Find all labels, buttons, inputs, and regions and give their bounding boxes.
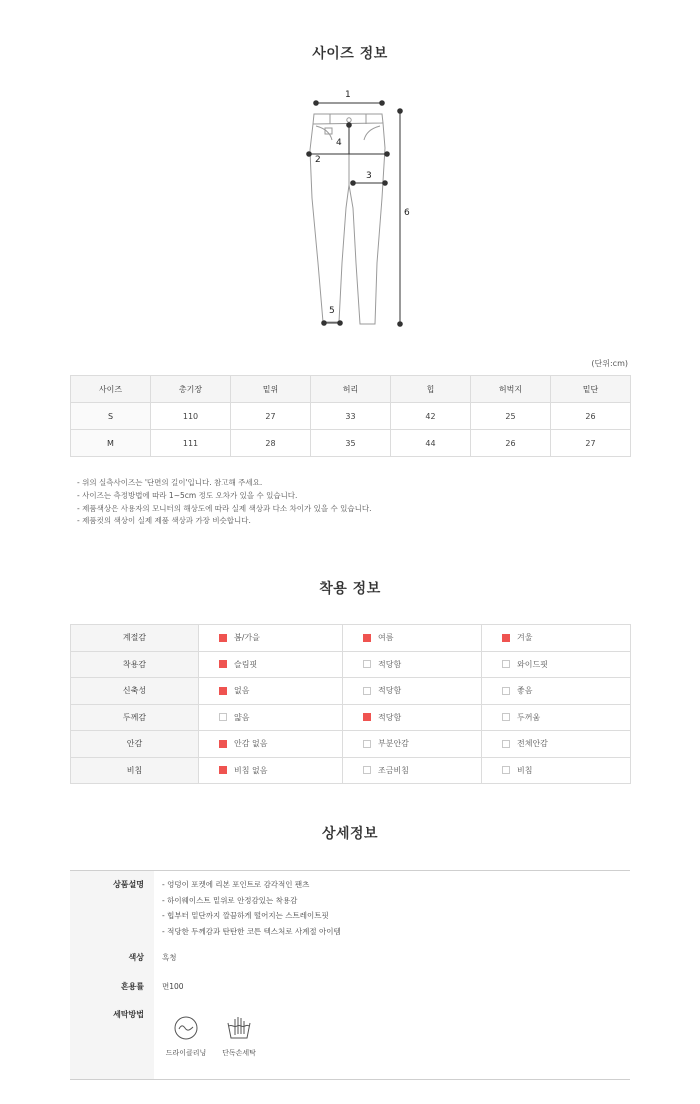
wear-option xyxy=(343,685,481,696)
size-info-title: 사이즈 정보 xyxy=(312,46,388,62)
color-label: 색상 xyxy=(128,953,144,962)
size-header-thigh: 허벅지 xyxy=(471,376,551,403)
wear-row-label: 신축성 xyxy=(71,678,199,705)
wear-option-cell xyxy=(343,731,482,758)
detail-info-box xyxy=(70,870,630,1080)
wear-option xyxy=(199,738,342,749)
wear-option-label: 적당함 xyxy=(378,712,402,722)
wear-option xyxy=(343,632,481,643)
checked-box-icon xyxy=(219,634,227,642)
wear-row xyxy=(71,678,631,705)
measure-label-6: 6 xyxy=(404,208,410,218)
unchecked-box-icon xyxy=(219,713,227,721)
wear-option xyxy=(199,632,342,643)
checked-box-icon xyxy=(219,687,227,695)
size-note-item: - 제품컷의 색상이 실제 제품 색상과 가장 비슷합니다. xyxy=(77,516,251,526)
value-cell: 26 xyxy=(551,403,631,430)
wear-option-cell xyxy=(482,625,631,652)
value-cell: 35 xyxy=(311,430,391,457)
wear-option xyxy=(199,765,342,776)
wear-option-cell xyxy=(199,731,343,758)
description-list xyxy=(162,877,341,939)
value-cell: 26 xyxy=(471,430,551,457)
checked-box-icon xyxy=(363,634,371,642)
measure-label-2: 2 xyxy=(315,155,321,165)
size-header-size: 사이즈 xyxy=(71,376,151,403)
wear-option-cell xyxy=(482,757,631,784)
wear-info-title: 착용 정보 xyxy=(319,581,381,597)
hand-wash-icon xyxy=(226,1015,252,1041)
wear-option xyxy=(482,765,630,776)
value-cell: 42 xyxy=(391,403,471,430)
wear-row xyxy=(71,704,631,731)
wash-label-dry-cleaning: 드라이클리닝 xyxy=(165,1049,207,1057)
checked-box-icon xyxy=(219,740,227,748)
wear-option-cell xyxy=(343,651,482,678)
wear-option xyxy=(343,712,481,723)
wear-row-label: 계절감 xyxy=(71,625,199,652)
wear-row-label: 안감 xyxy=(71,731,199,758)
unchecked-box-icon xyxy=(502,687,510,695)
wear-option-cell xyxy=(199,651,343,678)
size-notes xyxy=(77,477,372,528)
unit-note: (단위:cm) xyxy=(591,359,628,368)
wear-option-label: 좋음 xyxy=(517,686,533,696)
wear-option-label: 적당함 xyxy=(378,686,402,696)
wear-option-label: 없음 xyxy=(234,686,250,696)
material-value: 면100 xyxy=(162,982,184,991)
wear-option-cell xyxy=(482,704,631,731)
wear-option-cell xyxy=(199,704,343,731)
unchecked-box-icon xyxy=(502,766,510,774)
wear-option xyxy=(482,632,630,643)
wear-option xyxy=(482,659,630,670)
pants-measurement-diagram xyxy=(290,88,420,333)
wear-option xyxy=(343,738,481,749)
wear-option-cell xyxy=(199,678,343,705)
checked-box-icon xyxy=(502,634,510,642)
value-cell: 110 xyxy=(151,403,231,430)
size-header-total-length: 총기장 xyxy=(151,376,231,403)
wash-label: 세탁방법 xyxy=(113,1010,144,1019)
wear-option xyxy=(482,685,630,696)
wear-row xyxy=(71,625,631,652)
wear-option-cell xyxy=(199,757,343,784)
value-cell: 25 xyxy=(471,403,551,430)
wear-row xyxy=(71,731,631,758)
wear-option-label: 얇음 xyxy=(234,712,250,722)
wear-option xyxy=(343,659,481,670)
wear-option-cell xyxy=(343,757,482,784)
wear-option-label: 비침 xyxy=(517,765,533,775)
wear-option-cell xyxy=(199,625,343,652)
value-cell: 44 xyxy=(391,430,471,457)
description-item: - 하이웨이스트 밑위로 안정감있는 착용감 xyxy=(162,895,298,905)
value-cell: 111 xyxy=(151,430,231,457)
wear-option xyxy=(482,712,630,723)
checked-box-icon xyxy=(219,766,227,774)
dry-cleaning-icon xyxy=(173,1015,199,1041)
table-row xyxy=(71,403,631,430)
wear-option-label: 두꺼움 xyxy=(517,712,541,722)
wear-row xyxy=(71,651,631,678)
measure-label-4: 4 xyxy=(336,138,342,148)
size-header-hip: 힙 xyxy=(391,376,471,403)
wear-option-label: 조금비침 xyxy=(378,765,409,775)
wear-option-label: 안감 없음 xyxy=(234,739,268,749)
wear-info-table xyxy=(70,624,631,784)
unchecked-box-icon xyxy=(502,713,510,721)
size-cell: M xyxy=(71,430,151,457)
size-note-item: - 제품색상은 사용자의 모니터의 해상도에 따라 실제 색상과 다소 차이가 있을 수 있습니다. xyxy=(77,503,372,513)
wear-row-label: 두께감 xyxy=(71,704,199,731)
wear-option xyxy=(199,712,342,723)
wear-option-cell xyxy=(482,651,631,678)
wear-option-label: 전체안감 xyxy=(517,739,548,749)
wash-item-hand-wash xyxy=(214,1015,264,1058)
size-note-item: - 사이즈는 측정방법에 따라 1~5cm 정도 오차가 있을 수 있습니다. xyxy=(77,490,298,500)
wear-option-cell xyxy=(343,625,482,652)
wear-option-label: 여름 xyxy=(378,633,394,643)
unchecked-box-icon xyxy=(363,766,371,774)
size-header-waist: 허리 xyxy=(311,376,391,403)
measure-label-5: 5 xyxy=(329,306,335,316)
wear-row-label: 비침 xyxy=(71,757,199,784)
checked-box-icon xyxy=(363,713,371,721)
wear-row xyxy=(71,757,631,784)
value-cell: 27 xyxy=(231,403,311,430)
wear-option xyxy=(482,738,630,749)
measure-label-1: 1 xyxy=(345,90,351,100)
wear-option-label: 봄/가을 xyxy=(234,633,260,643)
measure-label-3: 3 xyxy=(366,171,372,181)
unchecked-box-icon xyxy=(502,740,510,748)
wear-option-label: 비침 없음 xyxy=(234,765,268,775)
wear-option-label: 부분안감 xyxy=(378,739,409,749)
size-table-header-row xyxy=(71,376,631,403)
size-header-hem: 밑단 xyxy=(551,376,631,403)
wear-option-cell xyxy=(482,678,631,705)
unchecked-box-icon xyxy=(363,687,371,695)
value-cell: 33 xyxy=(311,403,391,430)
wash-item-dry-cleaning xyxy=(161,1015,211,1058)
unchecked-box-icon xyxy=(363,660,371,668)
wear-option-label: 슬림핏 xyxy=(234,659,258,669)
size-note-item: - 위의 실측사이즈는 '단면의 길이'입니다. 참고해 주세요. xyxy=(77,478,263,487)
wear-option-cell xyxy=(482,731,631,758)
color-value: 흑청 xyxy=(162,953,177,962)
wear-option xyxy=(199,685,342,696)
value-cell: 27 xyxy=(551,430,631,457)
wear-option-label: 와이드핏 xyxy=(517,659,548,669)
wear-option xyxy=(343,765,481,776)
description-item: - 적당한 두께감과 탄탄한 코튼 텍스처로 사계절 아이템 xyxy=(162,926,341,936)
wear-option-cell xyxy=(343,678,482,705)
unchecked-box-icon xyxy=(363,740,371,748)
pants-outline-icon xyxy=(290,88,420,333)
table-row xyxy=(71,430,631,457)
wear-option-cell xyxy=(343,704,482,731)
size-table xyxy=(70,375,631,457)
detail-info-title: 상세정보 xyxy=(321,826,379,842)
size-header-rise: 밑위 xyxy=(231,376,311,403)
wear-option-label: 겨울 xyxy=(517,633,533,643)
description-label: 상품설명 xyxy=(113,880,144,889)
value-cell: 28 xyxy=(231,430,311,457)
checked-box-icon xyxy=(219,660,227,668)
wash-label-hand-wash: 단독손세탁 xyxy=(222,1049,256,1057)
unchecked-box-icon xyxy=(502,660,510,668)
description-item: - 엉덩이 포켓에 리본 포인트로 감각적인 팬츠 xyxy=(162,880,310,889)
wear-row-label: 착용감 xyxy=(71,651,199,678)
material-label: 혼용률 xyxy=(120,982,144,991)
description-item: - 힙부터 밑단까지 깔끔하게 떨어지는 스트레이트핏 xyxy=(162,911,329,920)
wear-option xyxy=(199,659,342,670)
wear-option-label: 적당함 xyxy=(378,659,402,669)
size-cell: S xyxy=(71,403,151,430)
detail-label-column xyxy=(70,871,154,1079)
